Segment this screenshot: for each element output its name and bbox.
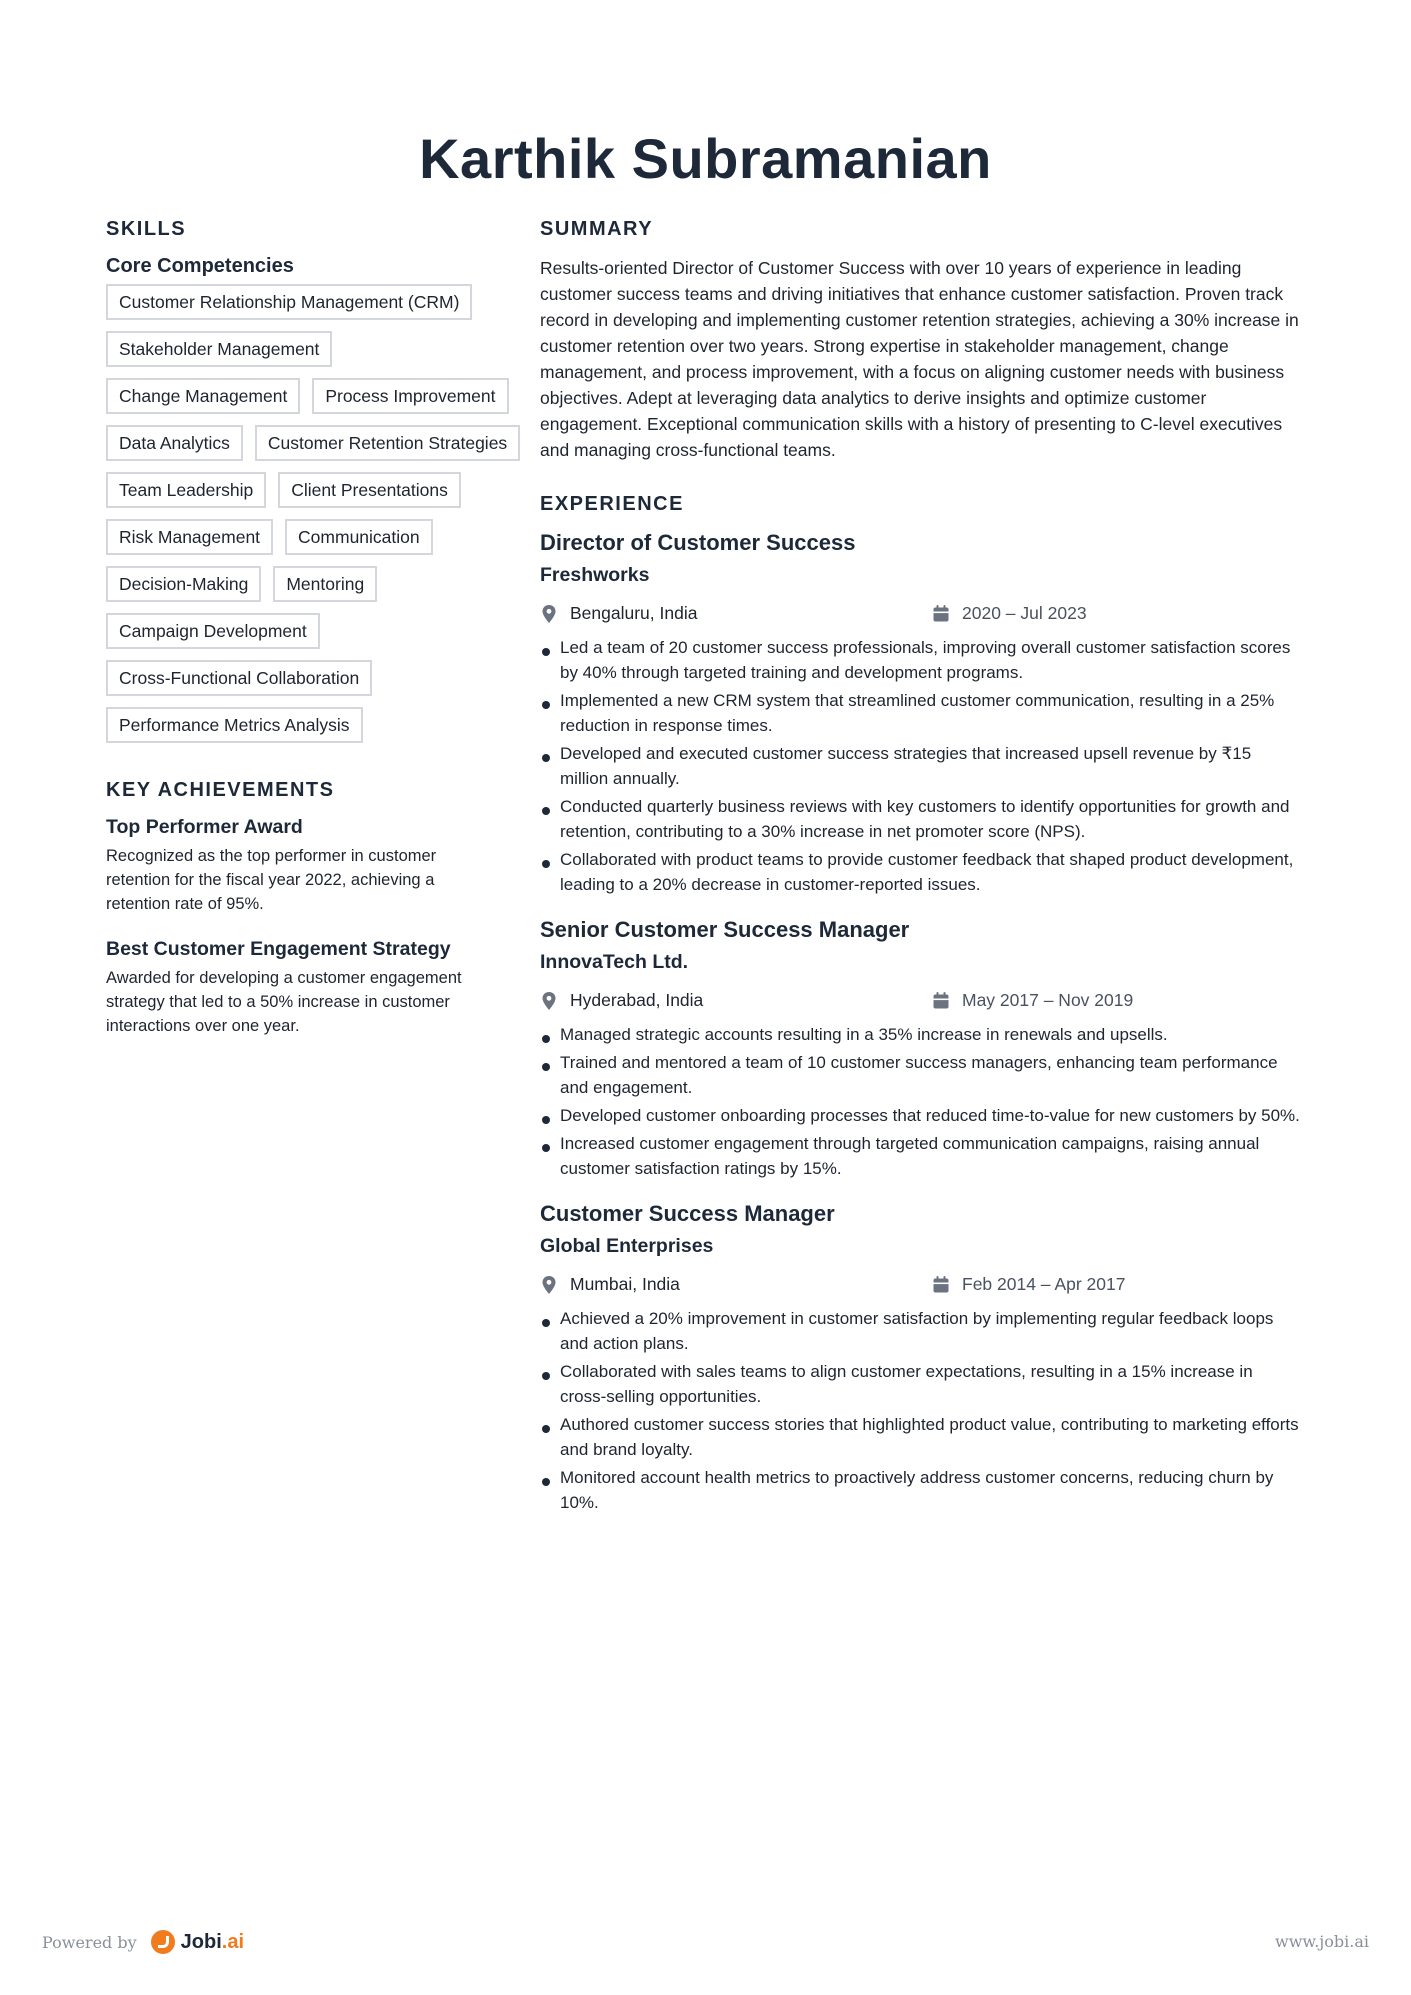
powered-by-footer [42, 1930, 244, 1954]
achievement-title: Best Customer Engagement Strategy [106, 938, 451, 960]
location-text: Hyderabad, India [570, 990, 704, 1010]
achievement-item [106, 938, 506, 1038]
calendar-icon [932, 991, 950, 1011]
achievement-title: Top Performer Award [106, 816, 303, 838]
powered-by-text: Powered by [42, 1932, 137, 1952]
job-bullet: Authored customer success stories that highlighted product value, contributing to marketing efforts and brand loyalty. [540, 1412, 1300, 1462]
job-bullet: Conducted quarterly business reviews with key customers to identify opportunities for growth and retention, contributing to a 30% increase in net promoter score (NPS). [540, 794, 1300, 844]
job-bullet: Collaborated with product teams to provide customer feedback that shaped product development, leading to a 20% decrease in customer-reported issues. [540, 847, 1300, 897]
skill-tag: Stakeholder Management [106, 331, 332, 367]
key-achievements-heading: KEY ACHIEVEMENTS [106, 779, 335, 801]
job-title: Senior Customer Success Manager [540, 917, 910, 942]
job-location [540, 990, 703, 1011]
job-dates [932, 1274, 1125, 1295]
skill-tag: Decision-Making [106, 566, 261, 602]
skill-tag: Cross-Functional Collaboration [106, 660, 372, 696]
jobi-logo-icon [151, 1930, 175, 1954]
job-dates [932, 990, 1133, 1011]
core-competencies-heading: Core Competencies [106, 255, 294, 277]
skill-tag: Campaign Development [106, 613, 320, 649]
job-bullets [540, 635, 1300, 897]
job-bullet: Managed strategic accounts resulting in a 35% increase in renewals and upsells. [540, 1022, 1300, 1047]
location-pin-icon [540, 991, 558, 1011]
skills-heading: SKILLS [106, 218, 187, 240]
summary-text: Results-oriented Director of Customer Success with over 10 years of experience in leading customer success teams and driving initiatives that enhance customer satisfaction. Proven track record in developing and implementing customer retention strategies, achieving a 30% increase in customer retention over two years. Strong expertise in stakeholder management, change management, and process improvement, with a focus on aligning customer needs with business objectives. Adept at leveraging data analytics to derive insights and optimize customer engagement. Exceptional communication skills with a history of presenting to C-level executives and managing cross-functional teams. [540, 258, 1299, 460]
jobi-logo-link[interactable] [151, 1930, 244, 1954]
skill-tag: Team Leadership [106, 472, 266, 508]
dates-text: May 2017 – Nov 2019 [962, 990, 1134, 1010]
skill-tag: Risk Management [106, 519, 273, 555]
job-bullet: Trained and mentored a team of 10 customer success managers, enhancing team performance and engagement. [540, 1050, 1300, 1100]
experience-heading: EXPERIENCE [540, 493, 684, 515]
left-column [106, 218, 506, 1060]
summary-heading: SUMMARY [540, 218, 654, 240]
skill-tag: Customer Relationship Management (CRM) [106, 284, 472, 320]
skills-tag-list [106, 284, 526, 743]
job-bullets [540, 1306, 1300, 1515]
calendar-icon [932, 604, 950, 624]
skill-tag: Process Improvement [312, 378, 508, 414]
job-entry [540, 917, 1300, 1181]
job-location [540, 1274, 680, 1295]
website-link[interactable]: www.jobi.ai [1275, 1932, 1369, 1951]
right-column [540, 218, 1300, 1535]
job-bullets [540, 1022, 1300, 1181]
job-bullet: Increased customer engagement through targeted communication campaigns, raising annual customer satisfaction ratings by 15%. [540, 1131, 1300, 1181]
job-bullet: Monitored account health metrics to proactively address customer concerns, reducing churn by 10%. [540, 1465, 1300, 1515]
job-entry [540, 530, 1300, 897]
dates-text: 2020 – Jul 2023 [962, 603, 1087, 623]
skill-tag: Communication [285, 519, 433, 555]
job-bullet: Achieved a 20% improvement in customer satisfaction by implementing regular feedback loops and action plans. [540, 1306, 1300, 1356]
job-entry [540, 1201, 1300, 1515]
location-pin-icon [540, 1275, 558, 1295]
job-meta [540, 1272, 1300, 1300]
skill-tag: Customer Retention Strategies [255, 425, 520, 461]
location-text: Bengaluru, India [570, 603, 698, 623]
job-bullet: Collaborated with sales teams to align customer expectations, resulting in a 15% increase in cross-selling opportunities. [540, 1359, 1300, 1409]
company-name: InnovaTech Ltd. [540, 951, 689, 973]
job-meta [540, 601, 1300, 629]
job-bullet: Implemented a new CRM system that streamlined customer communication, resulting in a 25% reduction in response times. [540, 688, 1300, 738]
skill-tag: Change Management [106, 378, 300, 414]
location-text: Mumbai, India [570, 1274, 680, 1294]
achievement-item [106, 816, 506, 916]
location-pin-icon [540, 604, 558, 624]
brand-name: Jobi [180, 1930, 222, 1953]
job-bullet: Developed and executed customer success strategies that increased upsell revenue by ₹15 million annually. [540, 741, 1300, 791]
brand-suffix: .ai [221, 1930, 245, 1953]
job-bullet: Led a team of 20 customer success professionals, improving overall customer satisfaction scores by 40% through targeted training and development programs. [540, 635, 1300, 685]
skill-tag: Mentoring [273, 566, 377, 602]
candidate-name: Karthik Subramanian [419, 127, 992, 190]
achievement-description: Awarded for developing a customer engagement strategy that led to a 50% increase in customer interactions over one year. [106, 969, 462, 1035]
job-title: Director of Customer Success [540, 530, 856, 555]
job-bullet: Developed customer onboarding processes that reduced time-to-value for new customers by 50%. [540, 1103, 1300, 1128]
skill-tag: Data Analytics [106, 425, 243, 461]
achievement-description: Recognized as the top performer in customer retention for the fiscal year 2022, achieving a retention rate of 95%. [106, 847, 437, 913]
company-name: Freshworks [540, 564, 650, 586]
dates-text: Feb 2014 – Apr 2017 [962, 1274, 1126, 1294]
job-location [540, 603, 697, 624]
job-meta [540, 988, 1300, 1016]
company-name: Global Enterprises [540, 1235, 714, 1257]
job-dates [932, 603, 1087, 624]
calendar-icon [932, 1275, 950, 1295]
skill-tag: Client Presentations [278, 472, 461, 508]
job-title: Customer Success Manager [540, 1201, 835, 1226]
skill-tag: Performance Metrics Analysis [106, 707, 363, 743]
jobi-logo-text [181, 1931, 244, 1954]
